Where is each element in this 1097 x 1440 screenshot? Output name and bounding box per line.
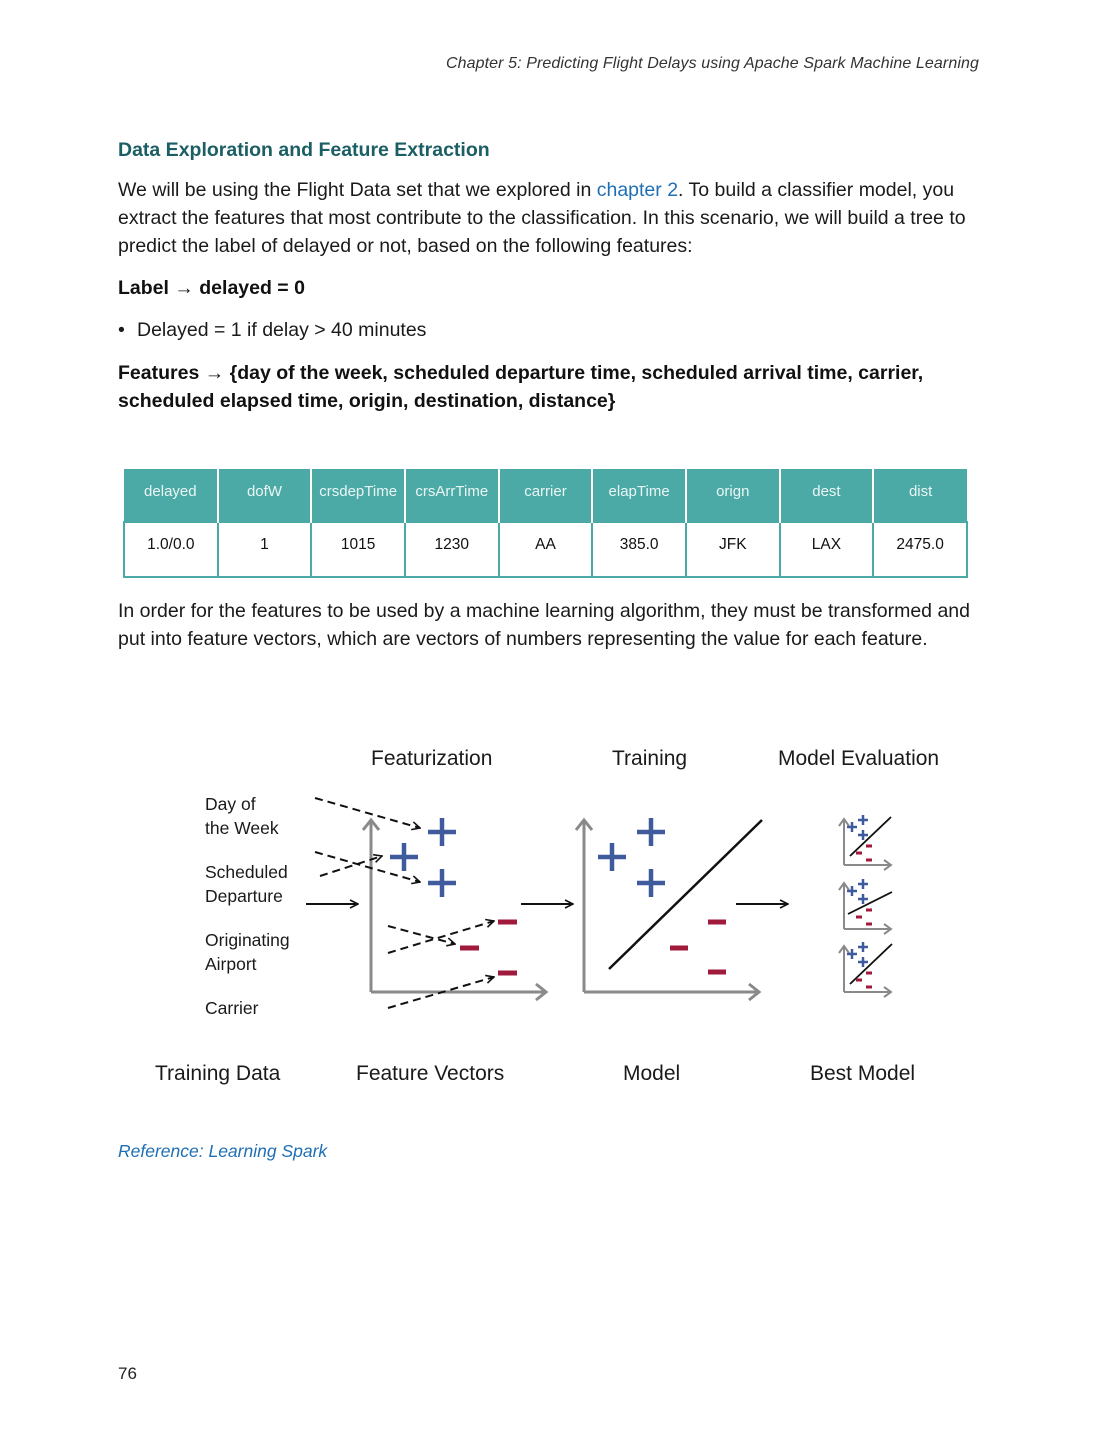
training-negative-points xyxy=(670,922,726,972)
training-axes xyxy=(576,820,759,1000)
intro-text-after: . To build a classifier model, you extract the features that most contribute to the classification. In this scenario, we will build a tree to predict the label of delayed or not, based on the following features: xyxy=(118,179,966,257)
column-header: dofW xyxy=(218,469,312,522)
column-header: dest xyxy=(780,469,874,522)
feature-label-scheduled-departure: Scheduled Departure xyxy=(205,862,288,906)
bullet-text: Delayed = 1 if delay > 40 minutes xyxy=(137,319,427,341)
column-header: dist xyxy=(873,469,967,522)
featurization-axes xyxy=(363,820,546,1000)
table-header-row xyxy=(124,469,967,522)
features-definition: Features → {day of the week, scheduled departure time, scheduled arrival time, carrier, scheduled elapsed time, origin, destination, distance} xyxy=(118,362,924,412)
table-cell: 1230 xyxy=(405,522,499,577)
column-header: delayed xyxy=(124,469,218,522)
evaluation-mini-chart-1 xyxy=(839,815,891,870)
featurization-title: Featurization xyxy=(371,747,493,770)
model-caption: Model xyxy=(623,1062,681,1085)
intro-text-before: We will be using the Flight Data set that we explored in xyxy=(118,179,597,201)
bullet-item xyxy=(118,316,426,344)
evaluation-mini-chart-3 xyxy=(839,942,892,997)
table-cell: 1 xyxy=(218,522,312,577)
training-positive-points xyxy=(598,818,665,897)
column-header: crsArrTime xyxy=(405,469,499,522)
column-header: orign xyxy=(686,469,780,522)
running-header: Chapter 5: Predicting Flight Delays using Apache Spark Machine Learning xyxy=(445,55,979,72)
column-header: elapTime xyxy=(592,469,686,522)
column-header: crsdepTime xyxy=(311,469,405,522)
model-evaluation-title: Model Evaluation xyxy=(778,747,940,770)
label-definition: Label → delayed = 0 xyxy=(118,277,305,299)
ml-pipeline-diagram xyxy=(140,740,980,1110)
featurization-positive-points xyxy=(390,818,456,897)
feature-label-carrier: Carrier xyxy=(205,998,259,1018)
table-cell: 385.0 xyxy=(592,522,686,577)
bullet-icon: • xyxy=(118,319,125,341)
table-cell: 1015 xyxy=(311,522,405,577)
intro-paragraph xyxy=(118,176,988,260)
table-row xyxy=(124,522,967,577)
page-number: 76 xyxy=(118,1364,137,1383)
feature-vectors-caption: Feature Vectors xyxy=(356,1062,505,1085)
chapter-2-link[interactable]: chapter 2 xyxy=(596,179,679,201)
reference-link[interactable]: Reference: Learning Spark xyxy=(118,1141,328,1161)
evaluation-mini-chart-2 xyxy=(839,879,892,934)
column-header: carrier xyxy=(499,469,593,522)
diagram-graphics xyxy=(140,740,980,1110)
table-cell: LAX xyxy=(780,522,874,577)
training-title: Training xyxy=(612,747,688,770)
table-cell: 1.0/0.0 xyxy=(124,522,218,577)
best-model-caption: Best Model xyxy=(810,1062,916,1085)
section-title: Data Exploration and Feature Extraction xyxy=(118,139,490,161)
table-cell: JFK xyxy=(686,522,780,577)
flight-data-table xyxy=(123,469,968,578)
feature-vector-paragraph: In order for the features to be used by a machine learning algorithm, they must be transformed and put into feature vectors, which are vectors of numbers representing the value for each feature. xyxy=(118,600,970,650)
feature-label-originating-airport: Originating Airport xyxy=(205,930,290,974)
table-cell: AA xyxy=(499,522,593,577)
training-data-caption: Training Data xyxy=(155,1062,281,1085)
table-cell: 2475.0 xyxy=(873,522,967,577)
feature-label-day-of-week: Day of the Week xyxy=(205,794,279,838)
